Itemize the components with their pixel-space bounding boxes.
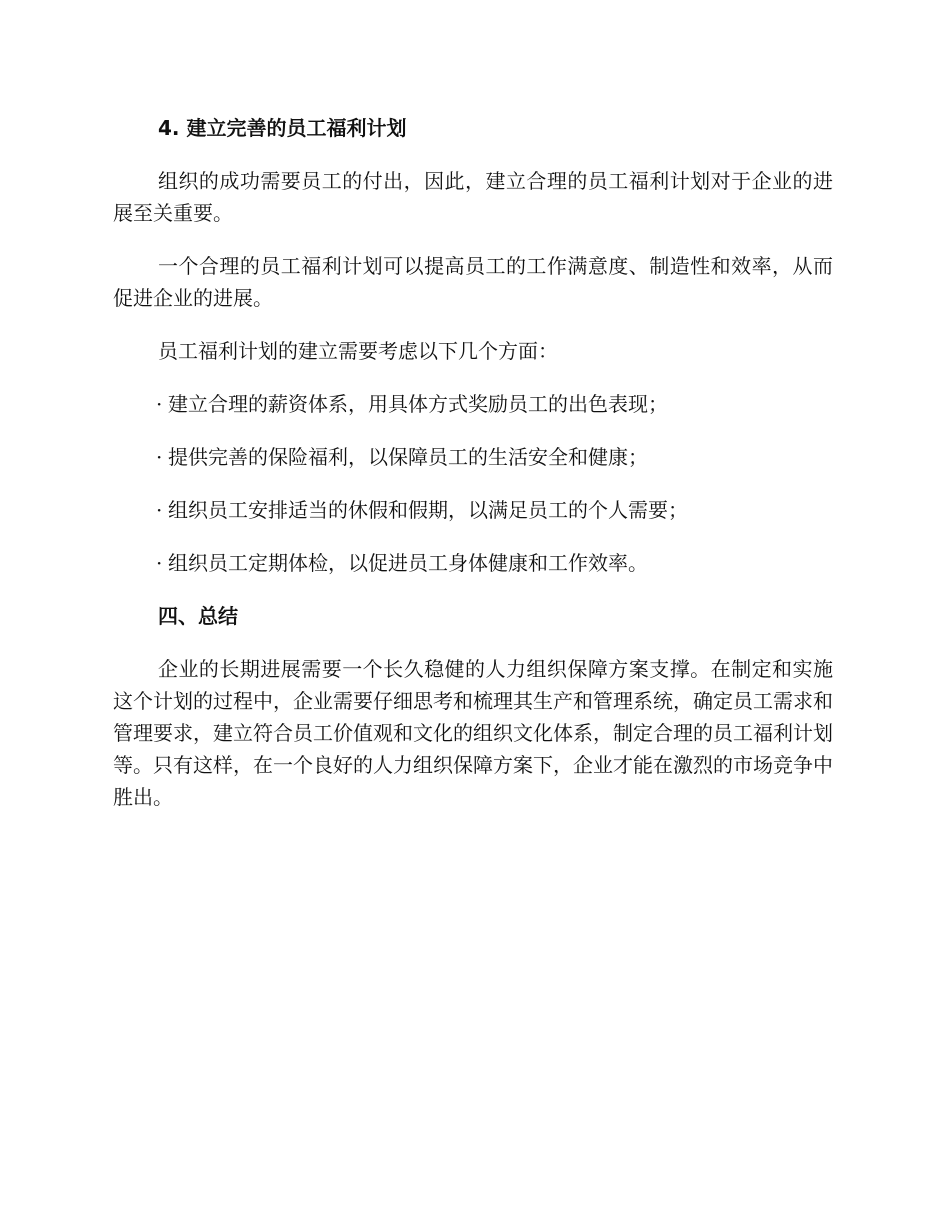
document-body (113, 112, 833, 813)
bullet-marker: · (156, 551, 163, 575)
list-item-text: 组织员工安排适当的休假和假期，以满足员工的个人需要； (168, 498, 688, 522)
section-heading-benefits: 4. 建立完善的员工福利计划 (158, 116, 407, 140)
list-item-insurance (113, 441, 833, 473)
list-item-vacation (113, 494, 833, 526)
list-item-text: 组织员工定期体检，以促进员工身体健康和工作效率。 (168, 551, 648, 575)
bullet-marker: · (156, 445, 163, 469)
bullet-marker: · (156, 392, 163, 416)
list-item-text: 提供完善的保险福利，以保障员工的生活安全和健康； (168, 445, 648, 469)
list-item-text: 建立合理的薪资体系，用具体方式奖励员工的出色表现； (168, 392, 668, 416)
bullet-marker: · (156, 498, 163, 522)
paragraph-benefits-effects: 一个合理的员工福利计划可以提高员工的工作满意度、制造性和效率，从而促进企业的进展。 (113, 254, 833, 310)
list-item-checkup (113, 547, 833, 579)
section-heading-conclusion: 四、总结 (158, 604, 238, 628)
paragraph-benefits-importance: 组织的成功需要员工的付出，因此，建立合理的员工福利计划对于企业的进展至关重要。 (113, 169, 833, 225)
list-item-salary (113, 388, 833, 420)
paragraph-conclusion: 企业的长期进展需要一个长久稳健的人力组织保障方案支撑。在制定和实施这个计划的过程中，企业需要仔细思考和梳理其生产和管理系统，确定员工需求和管理要求，建立符合员工价值观和文化的组织文化体系，制定合理的员工福利计划等。只有这样，在一个良好的人力组织保障方案下，企业才能在激烈的市场竞争中胜出。 (113, 657, 833, 809)
paragraph-benefits-aspects-intro: 员工福利计划的建立需要考虑以下几个方面： (158, 339, 558, 363)
